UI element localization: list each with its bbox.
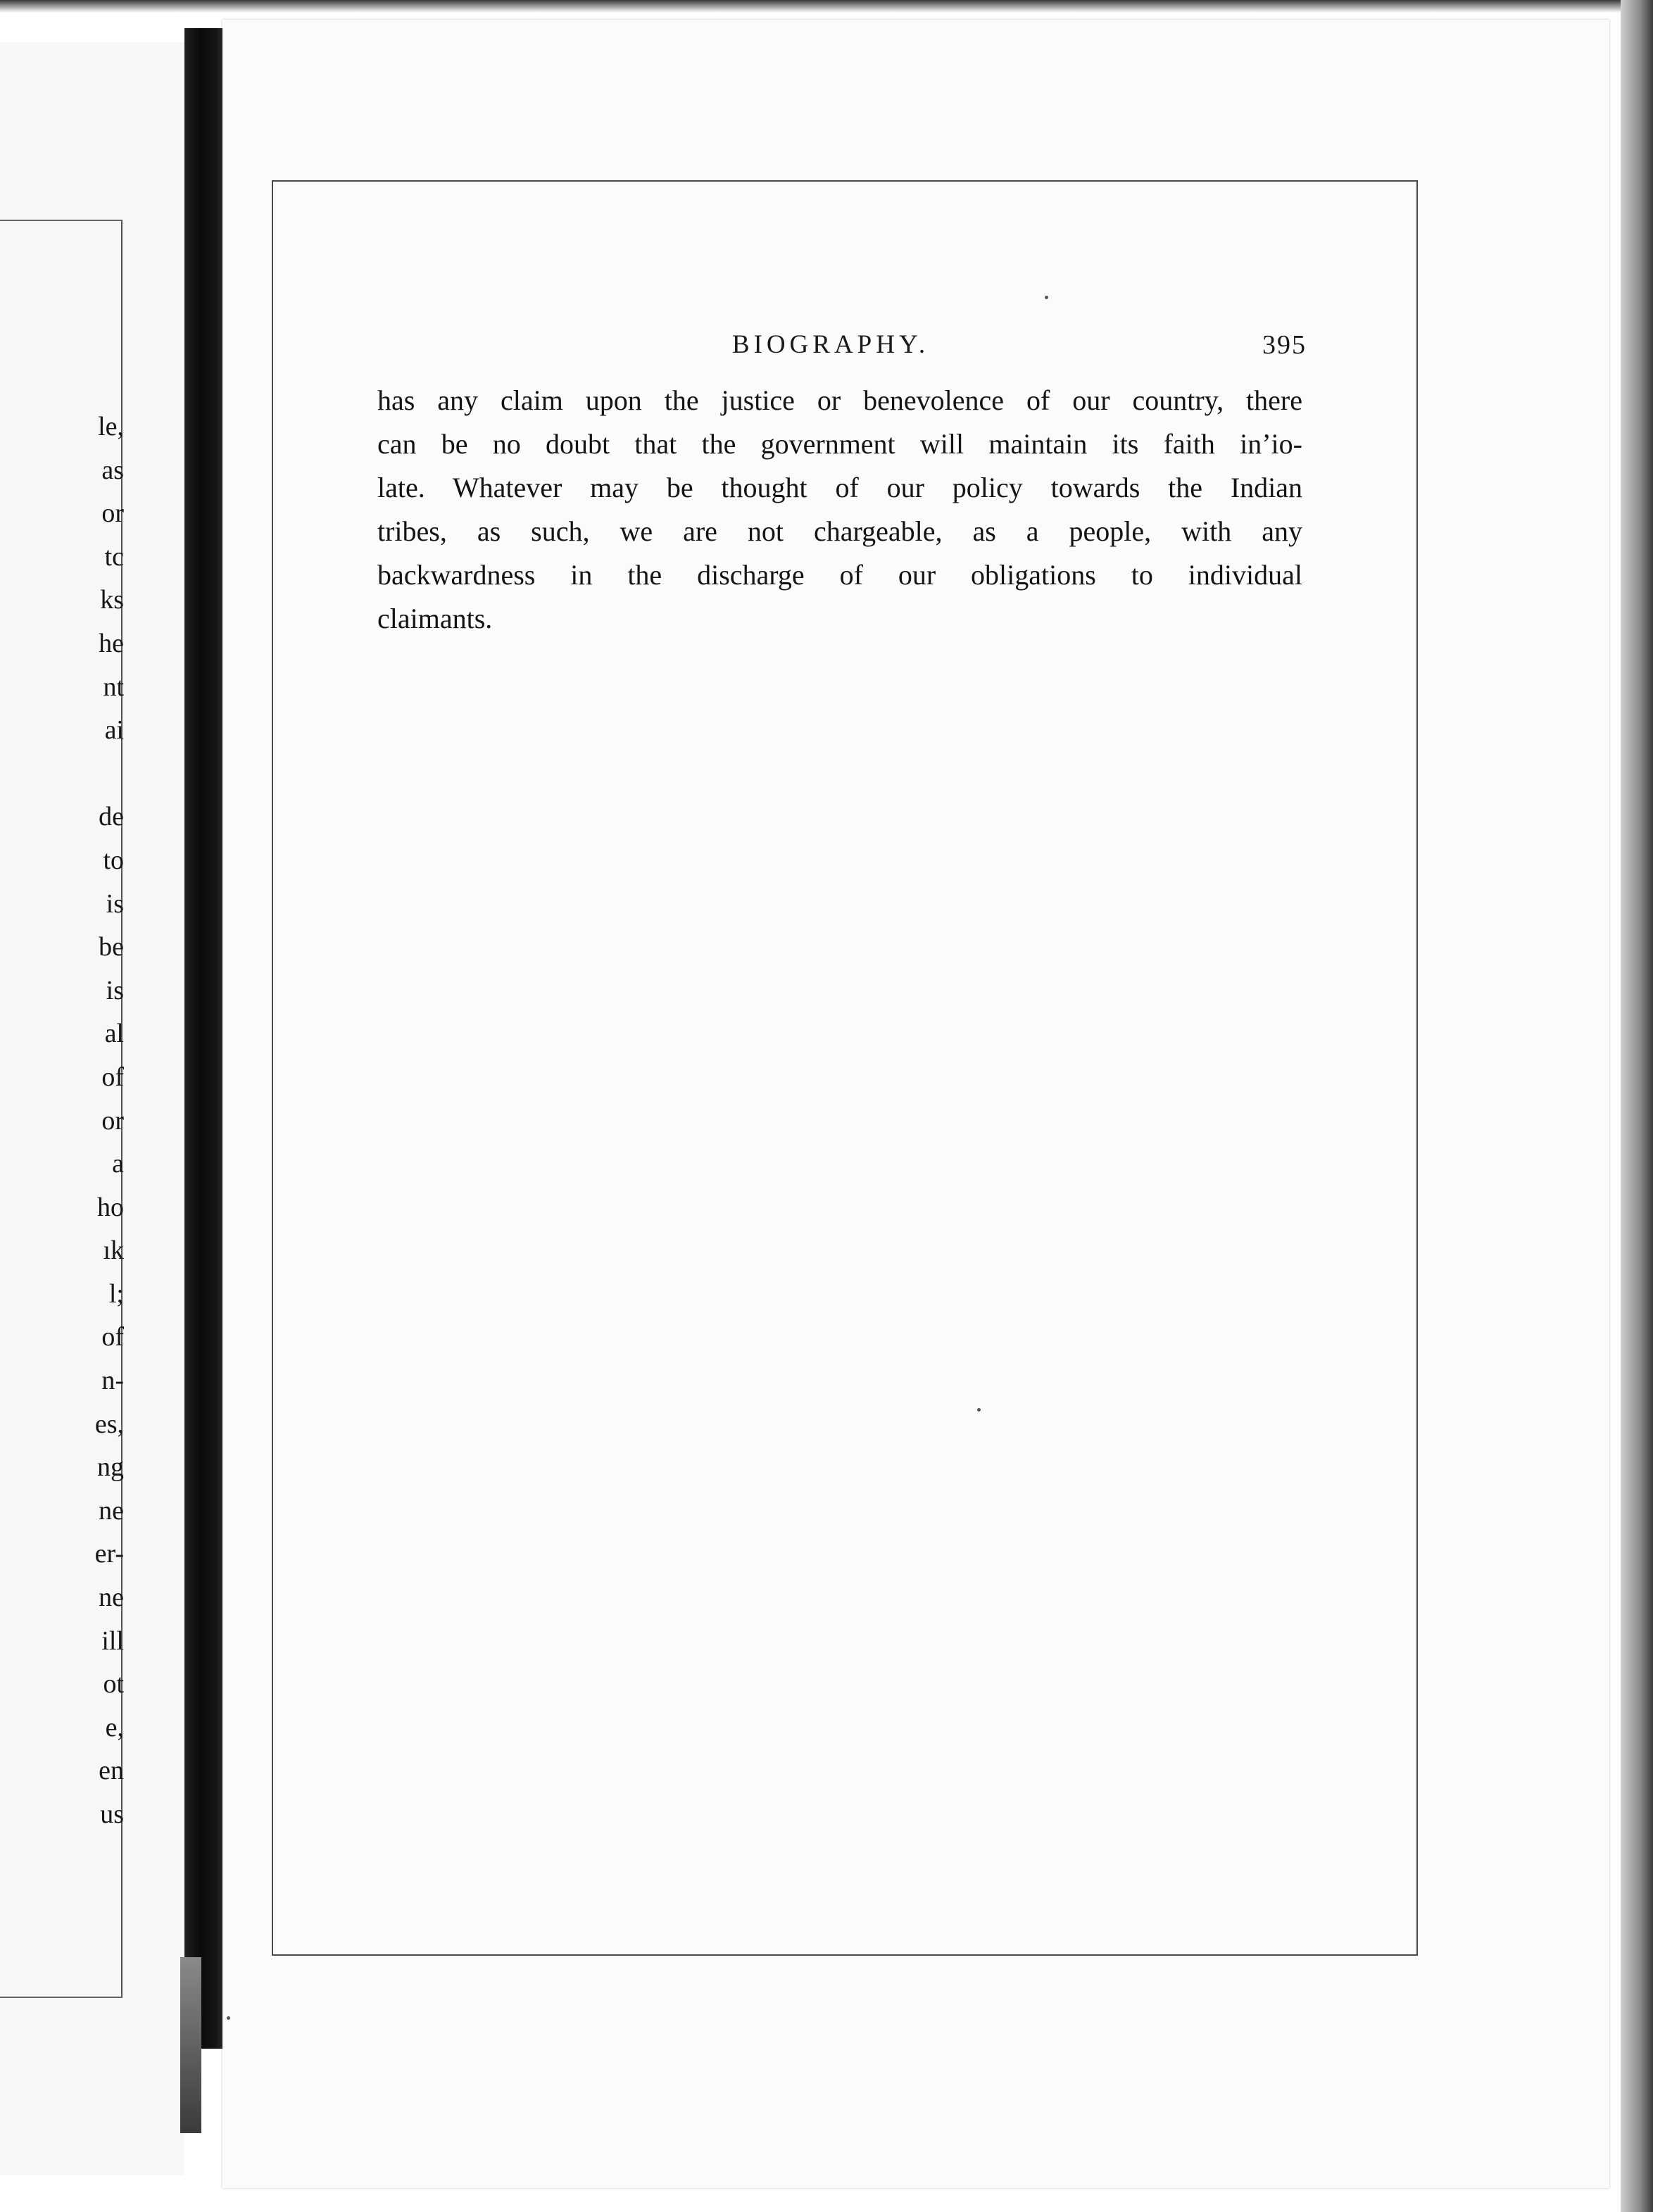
left-fragment: is (106, 888, 124, 919)
left-fragment: or (101, 498, 124, 529)
left-fragment: or (101, 1105, 124, 1136)
text-line: claimants. (377, 603, 493, 634)
left-fragment: ık (103, 1236, 124, 1266)
left-fragment: as (101, 455, 124, 485)
left-fragment: nt (103, 672, 124, 702)
left-fragment: tc (104, 541, 124, 572)
left-facing-page (0, 42, 184, 2175)
left-fragment: of (101, 1322, 124, 1352)
paper-speck (227, 2016, 230, 2020)
running-head-title: BIOGRAPHY. (731, 330, 930, 359)
paper-speck (1045, 296, 1048, 299)
left-fragment: ot (103, 1669, 124, 1699)
left-fragment: n- (101, 1366, 124, 1396)
left-fragment: en (99, 1756, 124, 1786)
left-fragment: us (100, 1799, 124, 1829)
text-line: can be no doubt that the government will maintain its faith inʼio- (377, 428, 1302, 460)
page-frame (272, 180, 1418, 1956)
left-fragment: ai (104, 715, 124, 746)
text-line: backwardness in the discharge of our obligations to individual (377, 559, 1302, 591)
text-line: has any claim upon the justice or benevolence of our country, there (377, 384, 1302, 416)
left-fragment: ne (99, 1583, 124, 1613)
running-head (273, 329, 1416, 372)
left-fragment: es, (94, 1409, 124, 1439)
left-fragment: he (99, 628, 124, 658)
left-fragment: ng (97, 1452, 124, 1483)
left-fragment: e, (105, 1712, 124, 1742)
left-fragment: l; (108, 1278, 124, 1309)
left-fragment: er- (94, 1539, 124, 1569)
book-gutter-shadow (180, 1957, 201, 2133)
left-fragment: of (101, 1062, 124, 1092)
left-page-text-fragments (61, 406, 124, 1837)
body-text (377, 379, 1302, 641)
left-fragment: le, (98, 412, 124, 441)
text-line: late. Whatever may be thought of our policy towards the Indian (377, 472, 1302, 503)
left-fragment: a (112, 1149, 124, 1179)
scan-top-edge (0, 0, 1653, 13)
right-page (222, 20, 1609, 2188)
left-fragment (61, 753, 124, 796)
book-gutter (184, 28, 224, 2049)
left-fragment: ho (97, 1192, 124, 1222)
left-fragment: al (104, 1019, 124, 1049)
left-fragment: de (99, 802, 124, 832)
text-line: tribes, as such, we are not chargeable, as a people, with any (377, 515, 1302, 547)
left-fragment: be (99, 932, 124, 962)
paper-speck (977, 1408, 981, 1412)
right-page-edge (1621, 0, 1653, 2212)
page-number: 395 (1262, 330, 1307, 360)
left-fragment: ne (99, 1495, 124, 1526)
left-fragment: ks (100, 585, 124, 615)
left-fragment: ill (101, 1626, 124, 1656)
left-fragment: is (106, 975, 124, 1005)
left-fragment: to (103, 845, 124, 875)
